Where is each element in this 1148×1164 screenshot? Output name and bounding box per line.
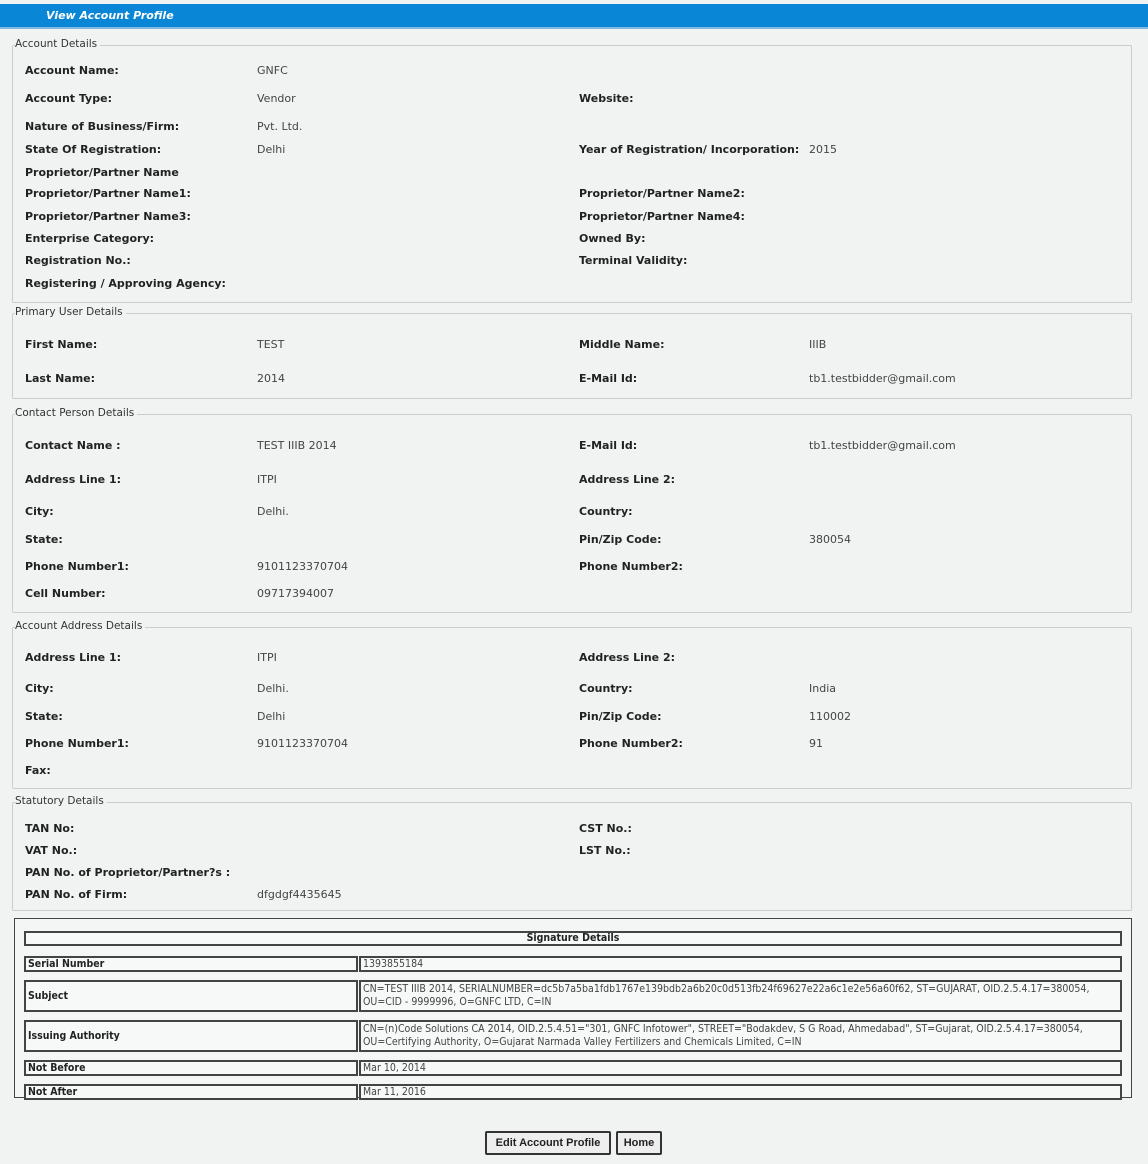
- account-details-section: [12, 38, 1132, 303]
- field-value-last-name: 2014: [257, 372, 285, 385]
- field-label-city: City:: [25, 505, 54, 518]
- field-value-account-name: GNFC: [257, 64, 288, 77]
- field-row: [13, 587, 1131, 601]
- statutory-details-section: [12, 795, 1132, 911]
- signature-label-subject: Subject: [24, 980, 358, 1012]
- field-row: [13, 92, 1131, 106]
- field-value-address-line-1: ITPI: [257, 473, 277, 486]
- field-value-address-line-1: ITPI: [257, 651, 277, 664]
- account-address-details-section: [12, 620, 1132, 789]
- field-label-fax: Fax:: [25, 764, 51, 777]
- field-value-city: Delhi.: [257, 682, 289, 695]
- field-row: [13, 277, 1131, 291]
- field-value-first-name: TEST: [257, 338, 285, 351]
- signature-value-issuing-authority: CN=(n)Code Solutions CA 2014, OID.2.5.4.51="301, GNFC Infotower", STREET="Bodakdev, S G Road, Ahmedabad", ST=Gujarat, OID.2.5.4.17=380054, OU=Certifying Authority, O=Gujarat Narmada Valley Fertilizers and Chemicals Limited, C=IN: [359, 1020, 1122, 1052]
- field-label-address-line-2: Address Line 2:: [579, 473, 676, 486]
- field-label-first-name: First Name:: [25, 338, 98, 351]
- field-label-address-line-2: Address Line 2:: [579, 651, 676, 664]
- field-label-pin-zip-code: Pin/Zip Code:: [579, 710, 662, 723]
- field-label-registering-approving-agency: Registering / Approving Agency:: [25, 277, 226, 290]
- field-label-vat-no: VAT No.:: [25, 844, 78, 857]
- signature-details-title: Signature Details: [24, 931, 1122, 946]
- field-value-pin-zip-code: 110002: [809, 710, 851, 723]
- field-label-owned-by: Owned By:: [579, 232, 646, 245]
- signature-label-issuing-authority: Issuing Authority: [24, 1020, 358, 1052]
- field-label-city: City:: [25, 682, 54, 695]
- edit-account-profile-button[interactable]: Edit Account Profile: [485, 1131, 611, 1155]
- field-label-cell-number: Cell Number:: [25, 587, 106, 600]
- field-label-state: State:: [25, 710, 63, 723]
- page-title: View Account Profile: [46, 9, 174, 22]
- field-row: [13, 210, 1131, 224]
- field-value-middle-name: IIIB: [809, 338, 827, 351]
- field-label-address-line-1: Address Line 1:: [25, 473, 122, 486]
- field-row: [13, 166, 1131, 180]
- section-legend: Primary User Details: [15, 306, 126, 318]
- field-value-cell-number: 09717394007: [257, 587, 334, 600]
- field-row: [13, 710, 1131, 724]
- signature-label-serial-number: Serial Number: [24, 956, 358, 972]
- field-label-e-mail-id: E-Mail Id:: [579, 439, 638, 452]
- signature-label-not-before: Not Before: [24, 1060, 358, 1076]
- field-row: [13, 64, 1131, 78]
- field-row: [13, 560, 1131, 574]
- field-value-pan-no-of-firm: dfgdgf4435645: [257, 888, 342, 901]
- field-value-account-type: Vendor: [257, 92, 296, 105]
- field-row: [13, 764, 1131, 778]
- field-row: [13, 187, 1131, 201]
- home-button[interactable]: Home: [616, 1131, 662, 1155]
- field-row: [13, 844, 1131, 858]
- field-label-account-type: Account Type:: [25, 92, 112, 105]
- field-value-year-of-registration-incorporation: 2015: [809, 143, 837, 156]
- field-label-year-of-registration-incorporation: Year of Registration/ Incorporation:: [579, 143, 800, 156]
- primary-user-details-section: [12, 306, 1132, 399]
- signature-value-not-after: Mar 11, 2016: [359, 1084, 1122, 1100]
- field-label-phone-number2: Phone Number2:: [579, 560, 683, 573]
- field-label-pan-no-of-firm: PAN No. of Firm:: [25, 888, 128, 901]
- field-row: [13, 822, 1131, 836]
- field-value-phone-number1: 9101123370704: [257, 560, 348, 573]
- field-label-proprietor-partner-name2: Proprietor/Partner Name2:: [579, 187, 745, 200]
- field-label-lst-no: LST No.:: [579, 844, 631, 857]
- field-value-state: Delhi: [257, 710, 286, 723]
- field-label-last-name: Last Name:: [25, 372, 96, 385]
- field-row: [13, 888, 1131, 902]
- field-value-nature-of-business-firm: Pvt. Ltd.: [257, 120, 303, 133]
- section-legend: Statutory Details: [15, 795, 107, 807]
- field-label-proprietor-partner-name3: Proprietor/Partner Name3:: [25, 210, 191, 223]
- field-row: [13, 866, 1131, 880]
- signature-details-table: [14, 918, 1132, 1098]
- field-value-e-mail-id: tb1.testbidder@gmail.com: [809, 439, 956, 452]
- contact-person-details-section: [12, 407, 1132, 613]
- field-label-tan-no: TAN No:: [25, 822, 75, 835]
- field-label-nature-of-business-firm: Nature of Business/Firm:: [25, 120, 180, 133]
- field-label-e-mail-id: E-Mail Id:: [579, 372, 638, 385]
- signature-value-not-before: Mar 10, 2014: [359, 1060, 1122, 1076]
- field-row: [13, 120, 1131, 134]
- field-value-city: Delhi.: [257, 505, 289, 518]
- page-header: [0, 4, 1148, 29]
- field-value-pin-zip-code: 380054: [809, 533, 851, 546]
- field-label-phone-number2: Phone Number2:: [579, 737, 683, 750]
- section-legend: Contact Person Details: [15, 407, 137, 419]
- field-row: [13, 439, 1131, 453]
- field-label-account-name: Account Name:: [25, 64, 119, 77]
- field-row: [13, 143, 1131, 157]
- field-value-phone-number2: 91: [809, 737, 823, 750]
- section-legend: Account Details: [15, 38, 100, 50]
- field-label-state: State:: [25, 533, 63, 546]
- field-label-proprietor-partner-name4: Proprietor/Partner Name4:: [579, 210, 745, 223]
- section-legend: Account Address Details: [15, 620, 145, 632]
- field-row: [13, 473, 1131, 487]
- field-value-country: India: [809, 682, 836, 695]
- field-row: [13, 533, 1131, 547]
- field-row: [13, 505, 1131, 519]
- field-row: [13, 737, 1131, 751]
- field-row: [13, 651, 1131, 665]
- field-row: [13, 254, 1131, 268]
- field-value-state-of-registration: Delhi: [257, 143, 286, 156]
- field-label-proprietor-partner-name: Proprietor/Partner Name: [25, 166, 179, 179]
- field-label-phone-number1: Phone Number1:: [25, 737, 129, 750]
- field-label-proprietor-partner-name1: Proprietor/Partner Name1:: [25, 187, 191, 200]
- field-label-state-of-registration: State Of Registration:: [25, 143, 162, 156]
- field-label-phone-number1: Phone Number1:: [25, 560, 129, 573]
- signature-value-subject: CN=TEST IIIB 2014, SERIALNUMBER=dc5b7a5ba1fdb1767e139bdb2a6b20c0d513fb24f69627e22a6c1e2e56a60f62, ST=GUJARAT, OID.2.5.4.17=380054, OU=CID - 9999996, O=GNFC LTD, C=IN: [359, 980, 1122, 1012]
- field-label-country: Country:: [579, 505, 633, 518]
- field-value-e-mail-id: tb1.testbidder@gmail.com: [809, 372, 956, 385]
- field-label-contact-name: Contact Name :: [25, 439, 121, 452]
- field-label-enterprise-category: Enterprise Category:: [25, 232, 155, 245]
- field-label-address-line-1: Address Line 1:: [25, 651, 122, 664]
- field-value-phone-number1: 9101123370704: [257, 737, 348, 750]
- signature-value-serial-number: 1393855184: [359, 956, 1122, 972]
- field-label-country: Country:: [579, 682, 633, 695]
- field-label-pan-no-of-proprietor-partner-s: PAN No. of Proprietor/Partner?s :: [25, 866, 231, 879]
- field-row: [13, 372, 1131, 386]
- field-label-registration-no: Registration No.:: [25, 254, 131, 267]
- field-row: [13, 338, 1131, 352]
- field-label-terminal-validity: Terminal Validity:: [579, 254, 688, 267]
- field-label-pin-zip-code: Pin/Zip Code:: [579, 533, 662, 546]
- field-value-contact-name: TEST IIIB 2014: [257, 439, 337, 452]
- field-row: [13, 232, 1131, 246]
- field-label-cst-no: CST No.:: [579, 822, 632, 835]
- field-label-website: Website:: [579, 92, 634, 105]
- field-label-middle-name: Middle Name:: [579, 338, 665, 351]
- field-row: [13, 682, 1131, 696]
- signature-label-not-after: Not After: [24, 1084, 358, 1100]
